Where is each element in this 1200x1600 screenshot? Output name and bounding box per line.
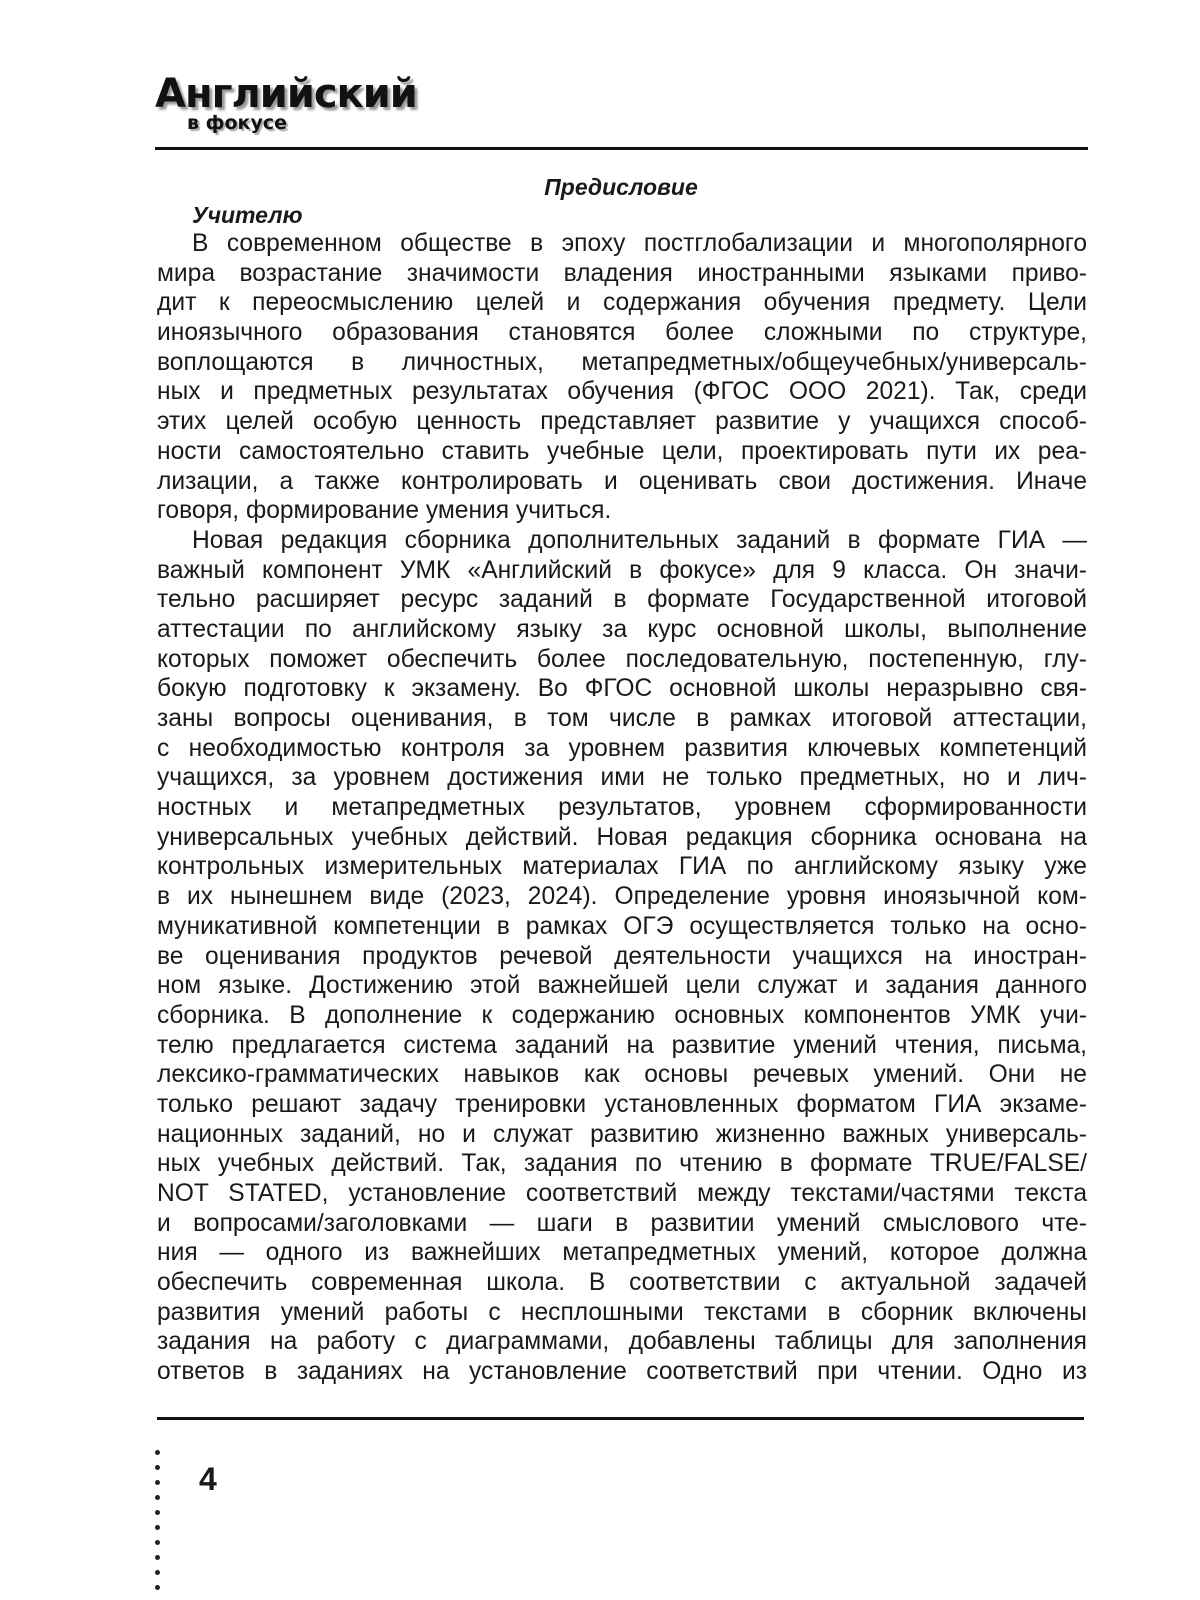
text-line: ответов в заданиях на установление соответствий при чтении. Одно из: [157, 1358, 1087, 1386]
text-line: заны вопросы оценивания, в том числе в рамках итоговой аттестации,: [157, 705, 1087, 732]
text-line: ных и предметных результатах обучения (ФГОС ООО 2021). Так, среди: [157, 378, 1087, 406]
text-line: национных заданий, но и служат развитию жизненно важных универсаль-: [157, 1120, 1087, 1148]
body-text: [157, 229, 1087, 1387]
text-line: тельно расширяет ресурс заданий в формате Государственной итоговой: [157, 586, 1087, 614]
text-line: аттестации по английскому языку за курс основной школы, выполнение: [157, 615, 1087, 643]
text-line: ве оценивания продуктов речевой деятельности учащихся на иностран-: [157, 942, 1087, 970]
text-line: воплощаются в личностных, метапредметных/общеучебных/универсаль-: [157, 348, 1087, 376]
text-line: контрольных измерительных материалах ГИА по английскому языку уже: [157, 853, 1087, 881]
text-line: ностных и метапредметных результатов, уровнем сформированности: [157, 794, 1087, 822]
text-line: развития умений работы с несплошными текстами в сборник включены: [157, 1298, 1087, 1326]
logo-title: Английский: [155, 71, 417, 117]
text-line: только решают задачу тренировки установленных форматом ГИА экзаме-: [157, 1090, 1087, 1118]
text-line: в их нынешнем виде (2023, 2024). Определение уровня иноязычной ком-: [157, 883, 1087, 911]
dot: [155, 1495, 160, 1500]
dot: [155, 1555, 160, 1560]
text-line: обеспечить современная школа. В соответствии с актуальной задачей: [157, 1269, 1087, 1297]
text-line: муникативной компетенции в рамках ОГЭ осуществляется только на осно-: [157, 912, 1087, 940]
dot: [155, 1480, 160, 1485]
text-line: ных учебных действий. Так, задания по чтению в формате TRUE/FALSE/: [157, 1150, 1087, 1178]
text-line: иноязычного образования становятся более сложными по структуре,: [157, 319, 1087, 347]
text-line: лизации, а также контролировать и оценивать свои достижения. Иначе: [157, 467, 1087, 495]
text-line: ности самостоятельно ставить учебные цели, проектировать пути их реа-: [157, 437, 1087, 465]
text-line: В современном обществе в эпоху постглобализации и многополярного: [192, 230, 1087, 257]
dot: [155, 1570, 160, 1575]
series-logo: [155, 71, 417, 134]
dot: [155, 1525, 160, 1530]
text-line: бокую подготовку к экзамену. Во ФГОС основной школы неразрывно свя-: [157, 675, 1087, 703]
dot: [155, 1465, 160, 1470]
text-line: которых поможет обеспечить более последовательную, постепенную, глу-: [157, 645, 1087, 673]
dot: [155, 1585, 160, 1590]
logo-subtitle: в фокусе: [187, 112, 287, 134]
text-line: NOT STATED, установление соответствий между текстами/частями текста: [157, 1180, 1087, 1207]
dotted-margin-line: [155, 1450, 161, 1600]
text-line: универсальных учебных действий. Новая редакция сборника основана на: [157, 823, 1087, 851]
text-line: дит к переосмыслению целей и содержания обучения предмету. Цели: [157, 289, 1087, 317]
section-subtitle: Учителю: [192, 202, 303, 228]
dot: [155, 1510, 160, 1515]
text-line: ном языке. Достижению этой важнейшей цели служат и задания данного: [157, 972, 1087, 1000]
text-line: с необходимостью контроля за уровнем развития ключевых компетенций: [157, 734, 1087, 762]
page-number: 4: [199, 1461, 217, 1497]
header-rule: [155, 147, 1088, 150]
text-line: задания на работу с диаграммами, добавлены таблицы для заполнения: [157, 1328, 1087, 1356]
text-line: телю предлагается система заданий на развитие умений чтения, письма,: [157, 1031, 1087, 1059]
dot: [155, 1450, 160, 1455]
text-line: учащихся, за уровнем достижения ими не только предметных, но и лич-: [157, 764, 1087, 792]
footer-rule: [157, 1417, 1084, 1420]
text-line: сборника. В дополнение к содержанию основных компонентов УМК учи-: [157, 1001, 1087, 1029]
text-line: Новая редакция сборника дополнительных заданий в формате ГИА —: [192, 526, 1087, 554]
text-line: важный компонент УМК «Английский в фокусе» для 9 класса. Он значи-: [157, 556, 1087, 584]
text-line: и вопросами/заголовками — шаги в развитии умений смыслового чте-: [157, 1209, 1087, 1237]
text-line: лексико-грамматических навыков как основы речевых умений. Они не: [157, 1061, 1087, 1089]
text-line: ния — одного из важнейших метапредметных умений, которое должна: [157, 1239, 1087, 1267]
text-line: этих целей особую ценность представляет развитие у учащихся способ-: [157, 408, 1087, 436]
dot: [155, 1540, 160, 1545]
page-title: Предисловие: [544, 174, 698, 200]
text-line: мира возрастание значимости владения иностранными языками приво-: [157, 259, 1087, 287]
text-line: говоря, формирование умения учиться.: [157, 497, 612, 525]
